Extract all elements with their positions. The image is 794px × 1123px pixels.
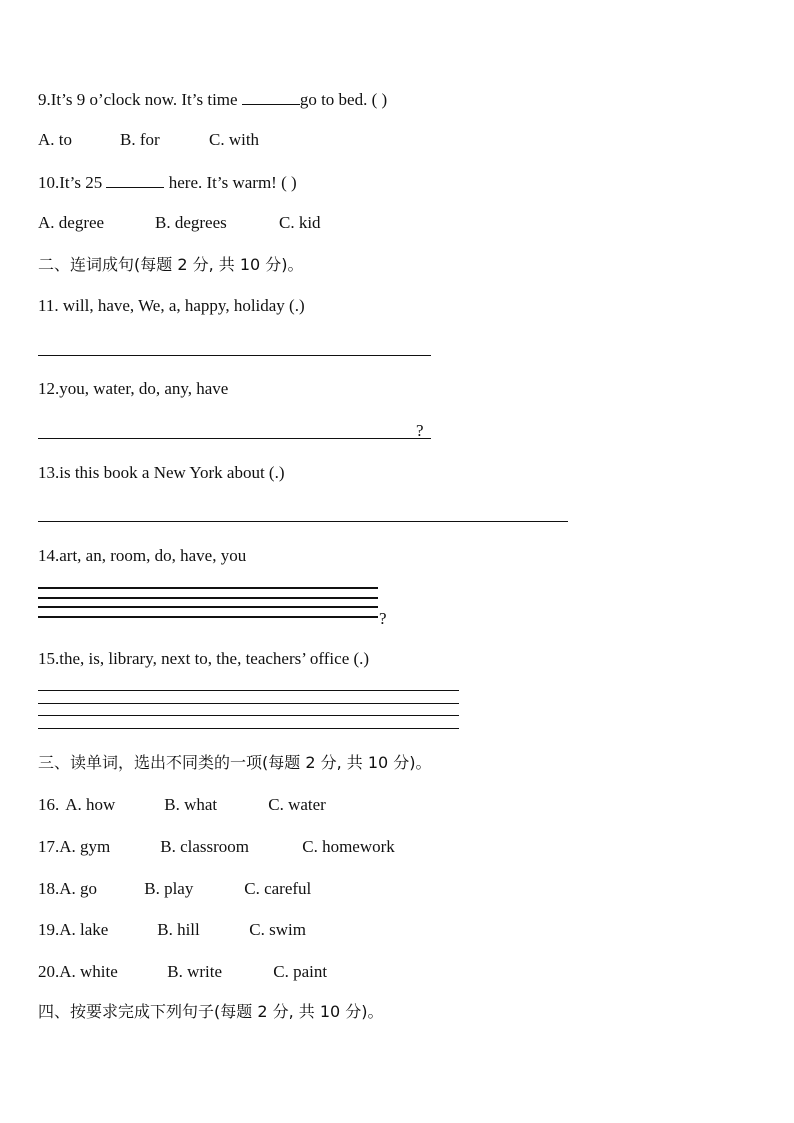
question-10-text-after: here. It’s warm! ( ) (164, 173, 297, 192)
option-c: C. water (268, 795, 326, 814)
question-10-text-before: 10.It’s 25 (38, 173, 107, 192)
option-a: A. to (38, 130, 72, 149)
answer-line[interactable] (38, 606, 378, 608)
option-b: B. hill (157, 920, 200, 939)
section-3-title: 三、读单词，选出不同类的一项(每题 2 分, 共 10 分)。 (38, 753, 432, 772)
answer-line[interactable] (38, 521, 568, 522)
option-b: B. what (164, 795, 218, 814)
option-b: B. play (144, 879, 194, 898)
question-9 (38, 88, 387, 110)
question-14: 14.art, an, room, do, have, you (38, 546, 247, 565)
option-b: B. write (167, 962, 223, 981)
option-c: C. paint (273, 962, 328, 981)
option-a: A. white (59, 962, 118, 981)
question-12: 12.you, water, do, any, have (38, 379, 229, 398)
option-b: B. for (120, 130, 160, 149)
question-9-text-after: go to bed. ( ) (299, 90, 388, 109)
question-17 (38, 837, 395, 857)
question-number: 18. (38, 879, 60, 898)
question-19 (38, 920, 306, 940)
question-10-options (38, 213, 321, 233)
option-c: C. swim (249, 920, 306, 939)
answer-blank[interactable] (106, 171, 164, 188)
answer-line[interactable] (38, 715, 459, 716)
question-15: 15.the, is, library, next to, the, teachers’ office (.) (38, 649, 370, 668)
question-9-text-before: 9.It’s 9 o’clock now. It’s time (38, 90, 242, 109)
question-13: 13.is this book a New York about (.) (38, 463, 285, 482)
option-c: C. homework (302, 837, 395, 856)
option-a: A. degree (38, 213, 105, 232)
option-a: A. how (65, 795, 116, 814)
answer-blank[interactable] (242, 88, 300, 105)
answer-line[interactable] (38, 728, 459, 729)
question-9-options (38, 130, 259, 150)
answer-line[interactable] (38, 438, 431, 439)
option-b: B. classroom (160, 837, 250, 856)
question-16 (38, 795, 326, 815)
question-11: 11. will, have, We, a, happy, holiday (.) (38, 296, 305, 315)
answer-line[interactable] (38, 703, 459, 704)
question-18 (38, 879, 311, 899)
answer-line[interactable] (38, 587, 378, 589)
option-a: A. lake (59, 920, 109, 939)
question-mark: ? (416, 421, 424, 440)
section-4-title: 四、按要求完成下列句子(每题 2 分, 共 10 分)。 (38, 1002, 384, 1021)
question-number: 17. (38, 837, 60, 856)
option-b: B. degrees (155, 213, 227, 232)
answer-line[interactable] (38, 597, 378, 599)
answer-line[interactable] (38, 690, 459, 691)
option-a: A. go (59, 879, 98, 898)
question-20 (38, 962, 327, 982)
option-c: C. careful (244, 879, 312, 898)
option-c: C. with (209, 130, 260, 149)
question-number: 19. (38, 920, 60, 939)
question-10 (38, 171, 297, 193)
section-2-title: 二、连词成句(每题 2 分, 共 10 分)。 (38, 255, 304, 274)
question-number: 20. (38, 962, 60, 981)
option-a: A. gym (59, 837, 111, 856)
question-mark: ? (379, 609, 387, 628)
question-number: 16. (38, 795, 60, 814)
answer-line[interactable] (38, 355, 431, 356)
option-c: C. kid (279, 213, 321, 232)
answer-line[interactable] (38, 616, 378, 618)
